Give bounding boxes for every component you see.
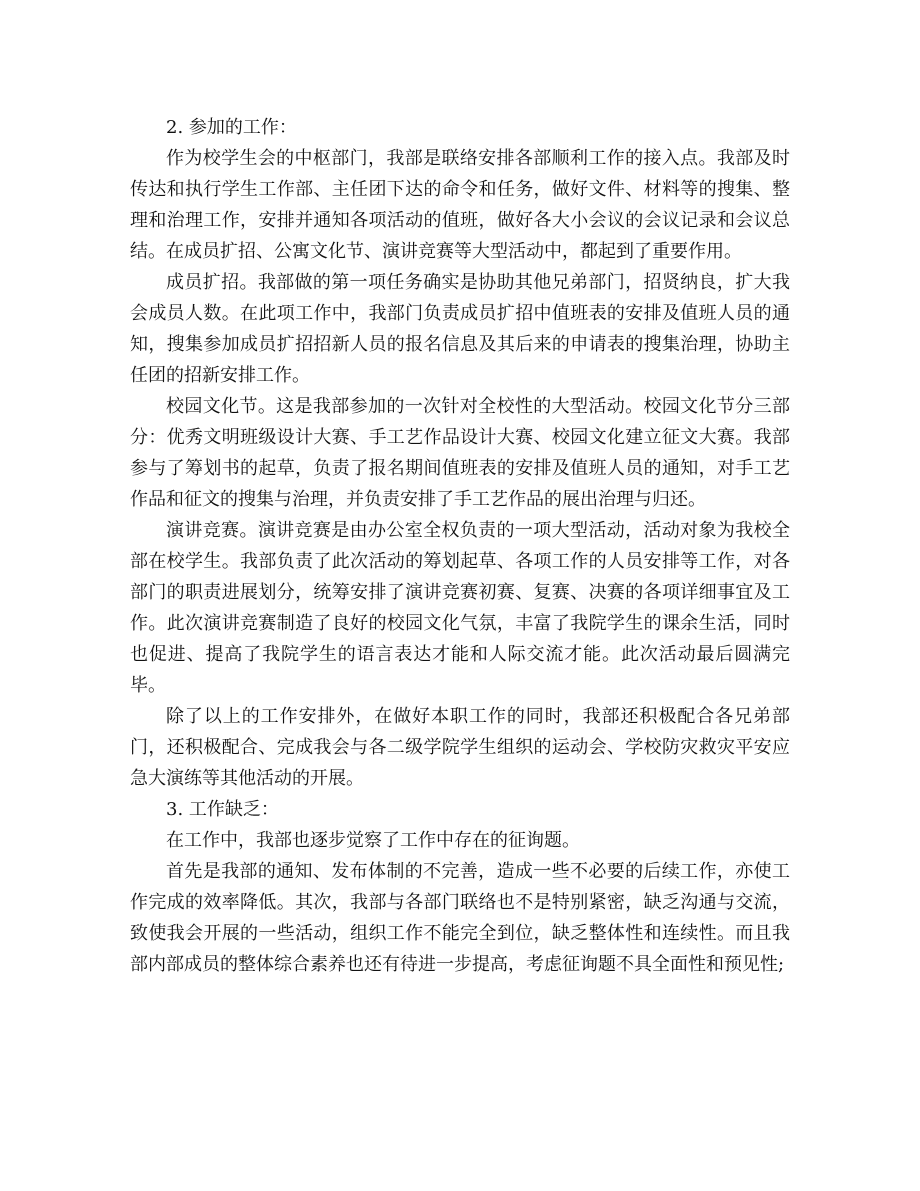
paragraph-recruitment: 成员扩招。我部做的第一项任务确实是协助其他兄弟部门，招贤纳良，扩大我会成员人数。在此项工作中，我部门负责成员扩招中值班表的安排及值班人员的通知，搜集参加成员扩招招新人员的报名信息及其后来的申请表的搜集治理，协助主任团的招新安排工作。 bbox=[130, 272, 790, 386]
document-body bbox=[130, 112, 790, 980]
paragraph-problems-intro: 在工作中，我部也逐步觉察了工作中存在的征询题。 bbox=[166, 830, 580, 851]
paragraph-problems-detail: 首先是我部的通知、发布体制的不完善，造成一些不必要的后续工作，亦使工作完成的效率降低。其次，我部与各部门联络也不是特别紧密，缺乏沟通与交流，致使我会开展的一些活动，组织工作不能完全到位，缺乏整体性和连续性。而且我部内部成员的整体综合素养也还有待进一步提高，考虑征询题不具全面性和预见性; bbox=[130, 861, 790, 975]
paragraph-overview: 作为校学生会的中枢部门，我部是联络安排各部顺利工作的接入点。我部及时传达和执行学生工作部、主任团下达的命令和任务，做好文件、材料等的搜集、整理和治理工作，安排并通知各项活动的值班，做好各大小会议的会议记录和会议总结。在成员扩招、公寓文化节、演讲竞赛等大型活动中，都起到了重要作用。 bbox=[130, 148, 790, 262]
paragraph-culture-festival: 校园文化节。这是我部参加的一次针对全校性的大型活动。校园文化节分三部分：优秀文明班级设计大赛、手工艺作品设计大赛、校园文化建立征文大赛。我部参与了筹划书的起草，负责了报名期间值班表的安排及值班人员的通知，对手工艺作品和征文的搜集与治理，并负责安排了手工艺作品的展出治理与归还。 bbox=[130, 396, 790, 510]
section-heading-participation: 2. 参加的工作： bbox=[166, 117, 297, 138]
paragraph-speech-contest: 演讲竞赛。演讲竞赛是由办公室全权负责的一项大型活动，活动对象为我校全部在校学生。我部负责了此次活动的筹划起草、各项工作的人员安排等工作，对各部门的职责进展划分，统筹安排了演讲竞赛初赛、复赛、决赛的各项详细事宜及工作。此次演讲竞赛制造了良好的校园文化气氛，丰富了我院学生的课余生活，同时也促进、提高了我院学生的语言表达才能和人际交流才能。此次活动最后圆满完毕。 bbox=[130, 520, 790, 696]
paragraph-other-activities: 除了以上的工作安排外，在做好本职工作的同时，我部还积极配合各兄弟部门，还积极配合、完成我会与各二级学院学生组织的运动会、学校防灾救灾平安应急大演练等其他活动的开展。 bbox=[130, 706, 790, 789]
section-heading-shortcomings: 3. 工作缺乏： bbox=[166, 799, 279, 820]
